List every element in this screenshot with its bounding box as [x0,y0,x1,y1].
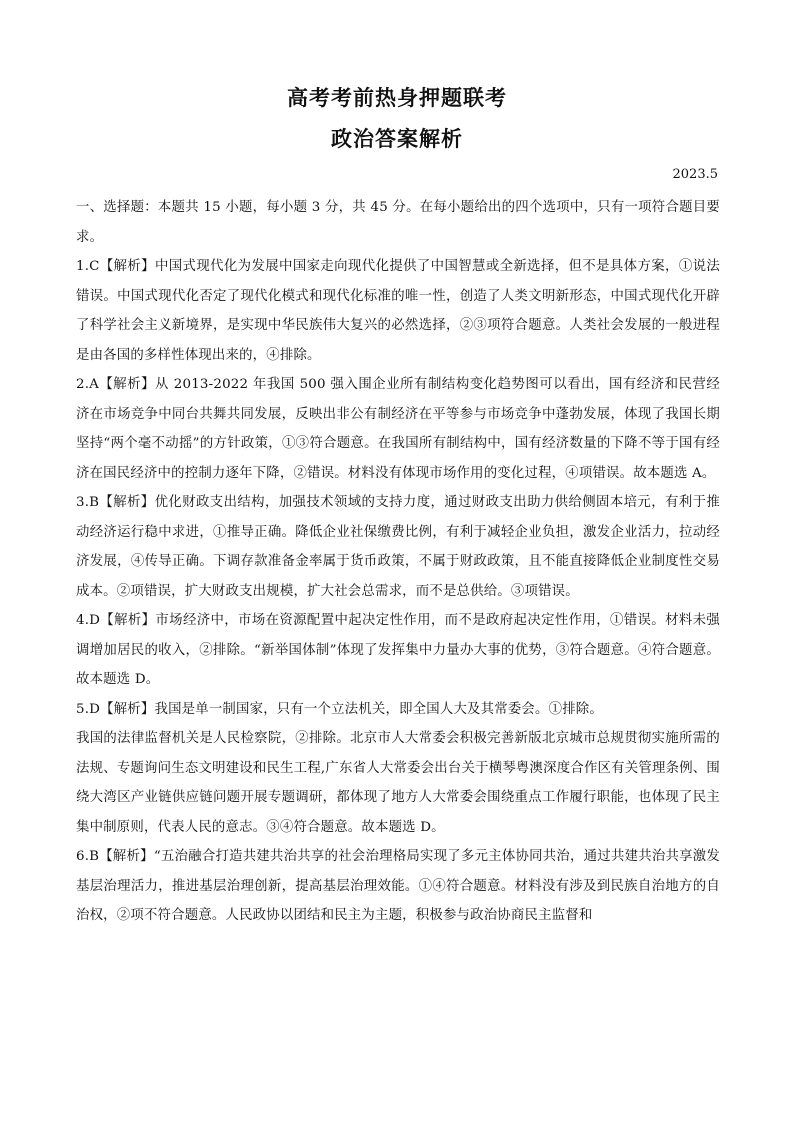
answer-1: 1.C【解析】中国式现代化为发展中国家走向现代化提供了中国智慧或全新选择，但不是具体方案，①说法错误。中国式现代化否定了现代化模式和现代化标准的唯一性，创造了人类文明新形态，中国式现代化开辟了科学社会主义新境界，是实现中华民族伟大复兴的必然选择，②③项符合题意。人类社会发展的一般进程是由各国的多样性体现出来的，④排除。 [76,259,720,363]
section-heading: 一、选择题：本题共 15 小题，每小题 3 分，共 45 分。在每小题给出的四个选项中，只有一项符合题目要求。 [76,200,720,245]
answer-6: 6.B【解析】“五治融合打造共建共治共享的社会治理格局实现了多元主体协同共治，通过共建共治共享激发基层治理活力，推进基层治理创新，提高基层治理效能。①④符合题意。材料没有涉及到民族自治地方的自治权，②项不符合题意。人民政协以团结和民主为主题，积极参与政治协商民主监督和 [76,849,720,923]
document-body [76,193,720,931]
document-subtitle: 政治答案解析 [331,126,463,151]
answer-5-continued: 我国的法律监督机关是人民检察院，②排除。北京市人大常委会积极完善新版北京城市总规贯彻实施所需的法规、专题询问生态文明建设和民生工程,广东省人大常委会出台关于横琴粤澳深度合作区有关管理条例、围绕大湾区产业链供应链问题开展专题调研，都体现了地方人大常委会围绕重点工作履行职能，也体现了民主集中制原则，代表人民的意志。③④符合题意。故本题选 D。 [76,731,720,835]
answer-2: 2.A【解析】从 2013-2022 年我国 500 强入围企业所有制结构变化趋势图可以看出，国有经济和民营经济在市场竞争中同台共舞共同发展，反映出非公有制经济在平等参与市场竞争中蓬勃发展，体现了我国长期坚持“两个毫不动摇”的方针政策，①③符合题意。在我国所有制结构中，国有经济数量的下降不等于国有经济在国民经济中的控制力逐年下降，②错误。材料没有体现市场作用的变化过程，④项错误。故本题选 A。 [76,377,720,481]
answer-3: 3.B【解析】优化财政支出结构，加强技术领域的支持力度，通过财政支出助力供给侧固本培元，有利于推动经济运行稳中求进，①推导正确。降低企业社保缴费比例，有利于减轻企业负担，激发企业活力，拉动经济发展，④传导正确。下调存款准备金率属于货币政策，不属于财政政策，且不能直接降低企业制度性交易成本。②项错误，扩大财政支出规模，扩大社会总需求，而不是总供给。③项错误。 [76,495,720,599]
answer-5: 5.D【解析】我国是单一制国家，只有一个立法机关，即全国人大及其常委会。①排除。 [76,701,603,717]
document-date: 2023.5 [672,167,718,182]
document-title: 高考考前热身押题联考 [287,85,507,110]
answer-4: 4.D【解析】市场经济中，市场在资源配置中起决定性作用，而不是政府起决定性作用，①错误。材料未强调增加居民的收入，②排除。“新举国体制”体现了发挥集中力量办大事的优势，③符合题意。④符合题意。故本题选 D。 [76,613,720,687]
